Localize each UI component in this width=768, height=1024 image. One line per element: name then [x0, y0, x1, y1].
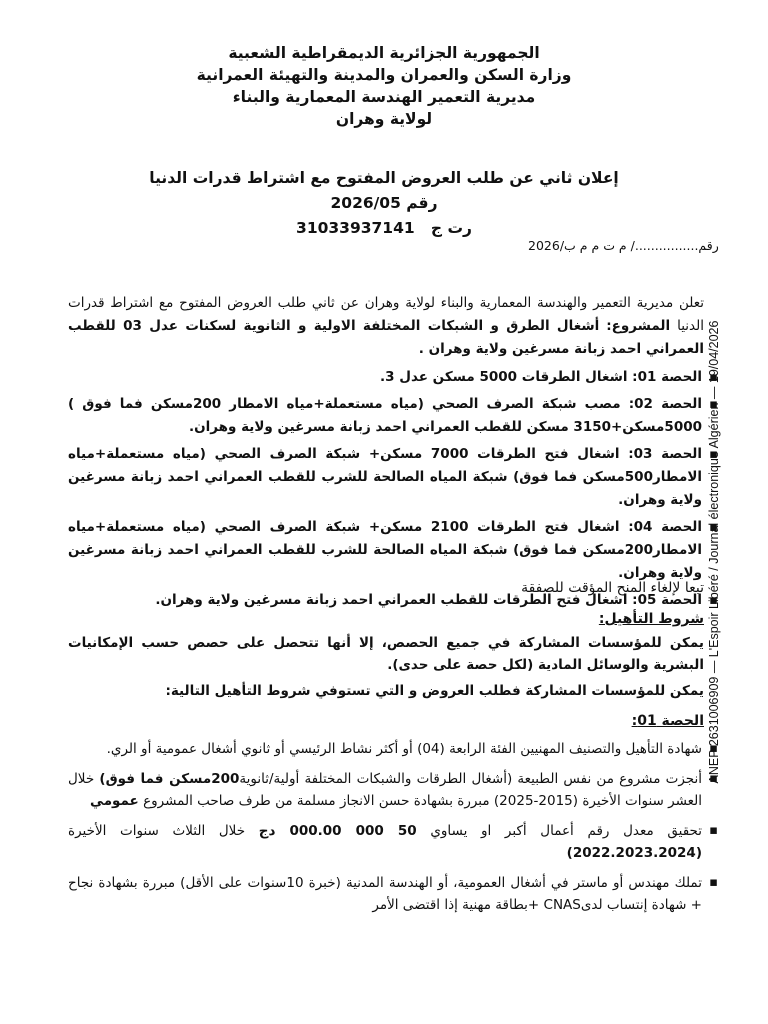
nif-value: 31033937141 [296, 219, 415, 237]
publication-stamp: ANEP 2631006909 — L'Espoir Libéré / Journal électronique Algérien — 19/04/2026 [707, 320, 721, 784]
requirement-item [68, 820, 718, 864]
lot-item: ▪ الحصة 02: مصب شبكة الصرف الصحي (مياه مستعملة+مياه الامطار 200مسكن فما فوق ) 5000مسكن+3150 مسكن للقطب العمراني احمد زبانة مسرغين ولاية وهران. [68, 393, 718, 439]
turnover-years: (2022.2023.2024) [566, 845, 702, 861]
directorate-name: مديرية التعمير الهندسة المعمارية والبناء [232, 88, 536, 106]
reference-number: رقم................/ م ت م م ب/2026 [528, 238, 719, 253]
letterhead [0, 42, 768, 130]
lot-item: ▪ الحصة 01: اشغال الطرقات 5000 مسكن عدل 3. [68, 366, 718, 389]
lot-item: ▪ الحصة 05: اشغال فتح الطرقات للقطب العمراني احمد زبانة مسرغين ولاية وهران. [68, 589, 718, 612]
announcement-title-block [0, 166, 768, 241]
requirement-highlight: 200مسكن فما فوق) [99, 771, 240, 787]
qualification-p1: يمكن للمؤسسات المشاركة في جميع الحصص، إلا أنها تتحصل على حصص حسب الإمكانيات البشرية والوسائل المادية (لكل حصة على حدى). [68, 635, 704, 673]
qualification-heading: شروط التأهيل: [598, 611, 704, 627]
lot-item: ▪ الحصة 04: اشغال فتح الطرقات 2100 مسكن+ شبكة الصرف الصحي (مياه مستعملة+مياه الامطار200مسكن فما فوق) شبكة المياه الصالحة للشرب للقطب العمراني احمد زبانة مسرغين ولاية وهران. [68, 516, 718, 585]
requirement-item: ▪ شهادة التأهيل والتصنيف المهنيين الفئة الرابعة (04) أو أكثر نشاط الرئيسي أو ثانوي أشغال عمومية أو الري. [68, 738, 718, 760]
requirement-text: خلال العشر سنوات الأخيرة (2015-2025) مبررة بشهادة حسن الانجاز مسلمة من طرف صاحب المشروع [68, 771, 702, 809]
announcement-title: إعلان ثاني عن طلب العروض المفتوح مع اشتراط قدرات الدنيا [149, 169, 619, 187]
ministry-name: وزارة السكن والعمران والمدينة والتهيئة العمرانية [196, 66, 572, 84]
intro-paragraph [68, 292, 704, 361]
intro-text: تعلن مديرية التعمير والهندسة المعمارية والبناء لولاية وهران عن ثاني طلب العروض المفتوح مع اشتراط قدرات الدنيا [68, 295, 704, 334]
requirement-highlight: عمومي [90, 793, 139, 809]
project-label: المشروع: [606, 318, 671, 334]
announcement-number: رقم 2026/05 [330, 194, 438, 212]
requirements-list [68, 738, 718, 924]
requirement-item [68, 768, 718, 812]
requirement-text: أنجزت مشروع من نفس الطبيعة (أشغال الطرقات والشبكات المختلفة أولية/ثانوية [239, 771, 702, 787]
requirement-text: خلال الثلاث سنوات الأخيرة [68, 823, 259, 839]
republic-name: الجمهورية الجزائرية الديمقراطية الشعبية [228, 44, 540, 62]
lot-01-heading: الحصة 01: [631, 713, 704, 729]
project-text: أشغال الطرق و الشبكات المختلفة الاولية و الثانوية لسكنات عدل 03 للقطب العمراني احمد زبانة مسرغين ولاية وهران . [68, 318, 704, 357]
nif-label: رت ج [430, 219, 472, 237]
lot-item: ▪ الحصة 03: اشغال فتح الطرقات 7000 مسكن+ شبكة الصرف الصحي (مياه مستعملة+مياه الامطار500مسكن فما فوق) شبكة المياه الصالحة للشرب للقطب العمراني احمد زبانة مسرغين ولاية وهران. [68, 443, 718, 512]
cancellation-note: تبعا لإلغاء المنح المؤقت للصفقة [521, 580, 704, 596]
requirement-item: ▪ تملك مهندس أو ماستر في أشغال العمومية، أو الهندسة المدنية (خبرة 10سنوات على الأقل) مبررة بشهادة نجاح + شهادة إنتساب لدىCNAS +بطاقة مهنية إذا اقتضى الأمر [68, 872, 718, 916]
qualification-p2: يمكن للمؤسسات المشاركة فطلب العروض و التي تستوفي شروط التأهيل التالية: [165, 683, 704, 699]
requirement-text: تحقيق معدل رقم أعمال أكبر او يساوي [416, 823, 702, 839]
turnover-amount: 50 000 000.00 دج [258, 823, 417, 839]
wilaya-name: لولاية وهران [335, 110, 433, 128]
